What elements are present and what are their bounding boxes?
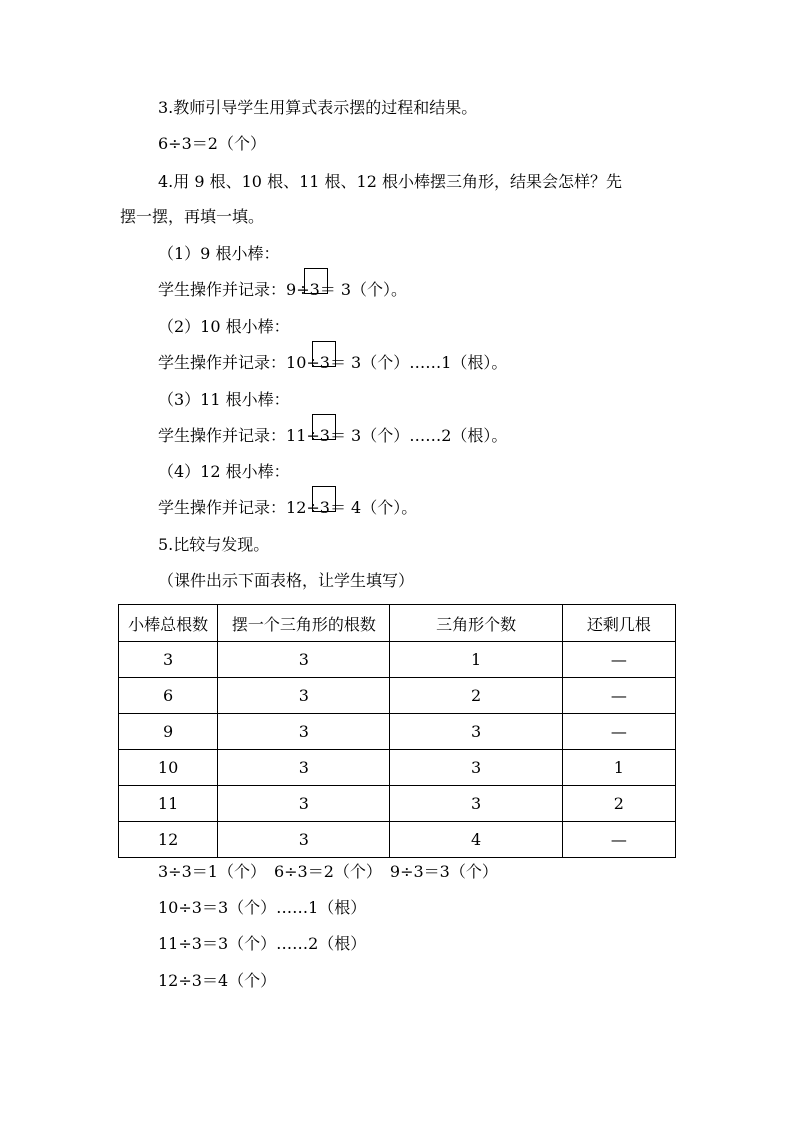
table-cell: 2 — [390, 678, 562, 714]
record-result: ＝ 3（个）。 — [319, 280, 408, 299]
table-cell: 1 — [390, 642, 562, 678]
answer-box — [312, 341, 336, 367]
record-division — [286, 426, 330, 446]
step-3-text: 3.教师引导学生用算式表示摆的过程和结果。 — [158, 98, 478, 117]
answer-box — [312, 486, 336, 512]
case-3-heading: （3）11 根小棒： — [158, 390, 290, 409]
answer-box — [304, 268, 328, 294]
equation-6-div-3: 6÷3＝2（个） — [158, 134, 266, 153]
table-cell: 3 — [390, 786, 562, 822]
table-cell: 3 — [218, 786, 390, 822]
record-result: ＝ 3（个）……2（根）。 — [329, 426, 508, 445]
case-3-record — [158, 426, 507, 446]
summary-equation-11: 11÷3＝3（个）……2（根） — [158, 934, 367, 953]
results-table — [118, 604, 676, 858]
division-text: 10÷3 — [286, 353, 330, 372]
table-cell: 6 — [119, 678, 218, 714]
case-4-heading: （4）12 根小棒： — [158, 462, 290, 481]
table-row — [119, 786, 676, 822]
table-cell: 9 — [119, 714, 218, 750]
table-cell: 3 — [218, 642, 390, 678]
table-row — [119, 678, 676, 714]
answer-box — [312, 414, 336, 440]
table-cell: 12 — [119, 822, 218, 858]
table-row — [119, 750, 676, 786]
record-division — [286, 280, 320, 300]
division-text: 9÷3 — [286, 280, 320, 299]
table-header-row — [119, 605, 676, 642]
table-row — [119, 714, 676, 750]
table-cell: — — [562, 678, 675, 714]
case-1-heading: （1）9 根小棒： — [158, 244, 280, 263]
table-cell: 3 — [218, 750, 390, 786]
table-cell: 3 — [390, 750, 562, 786]
table-cell: 3 — [218, 678, 390, 714]
summary-equation-10: 10÷3＝3（个）……1（根） — [158, 898, 367, 917]
record-label: 学生操作并记录： — [158, 498, 287, 517]
table-cell: 3 — [390, 714, 562, 750]
table-row — [119, 822, 676, 858]
record-result: ＝ 3（个）……1（根）。 — [329, 353, 508, 372]
table-cell: 2 — [562, 786, 675, 822]
table-cell: 3 — [119, 642, 218, 678]
header-sticks-per-triangle: 摆一个三角形的根数 — [218, 605, 390, 642]
header-triangle-count: 三角形个数 — [390, 605, 562, 642]
table-intro: （课件出示下面表格，让学生填写） — [158, 571, 415, 590]
summary-equations-line1: 3÷3＝1（个） 6÷3＝2（个） 9÷3＝3（个） — [158, 862, 498, 881]
step-4-text-line1: 4.用 9 根、10 根、11 根、12 根小棒摆三角形，结果会怎样？先 — [158, 172, 622, 191]
step-5-text: 5.比较与发现。 — [158, 535, 270, 554]
table-cell: 3 — [218, 822, 390, 858]
table-cell: 4 — [390, 822, 562, 858]
record-result: ＝ 4（个）。 — [329, 498, 418, 517]
summary-equation-12: 12÷3＝4（个） — [158, 971, 277, 990]
record-label: 学生操作并记录： — [158, 426, 287, 445]
header-remaining: 还剩几根 — [562, 605, 675, 642]
table-cell: — — [562, 642, 675, 678]
record-division — [286, 353, 330, 373]
table-cell: 10 — [119, 750, 218, 786]
table-cell: 11 — [119, 786, 218, 822]
case-1-record — [158, 280, 407, 300]
table-cell: 1 — [562, 750, 675, 786]
table-row — [119, 642, 676, 678]
division-text: 11÷3 — [286, 426, 330, 445]
header-total-sticks: 小棒总根数 — [119, 605, 218, 642]
case-2-heading: （2）10 根小棒： — [158, 317, 290, 336]
table-cell: — — [562, 822, 675, 858]
division-text: 12÷3 — [286, 498, 330, 517]
case-4-record — [158, 498, 417, 518]
table-cell: 3 — [218, 714, 390, 750]
step-4-text-line2: 摆一摆，再填一填。 — [120, 207, 265, 226]
table-cell: — — [562, 714, 675, 750]
record-division — [286, 498, 330, 518]
record-label: 学生操作并记录： — [158, 353, 287, 372]
record-label: 学生操作并记录： — [158, 280, 287, 299]
case-2-record — [158, 353, 507, 373]
